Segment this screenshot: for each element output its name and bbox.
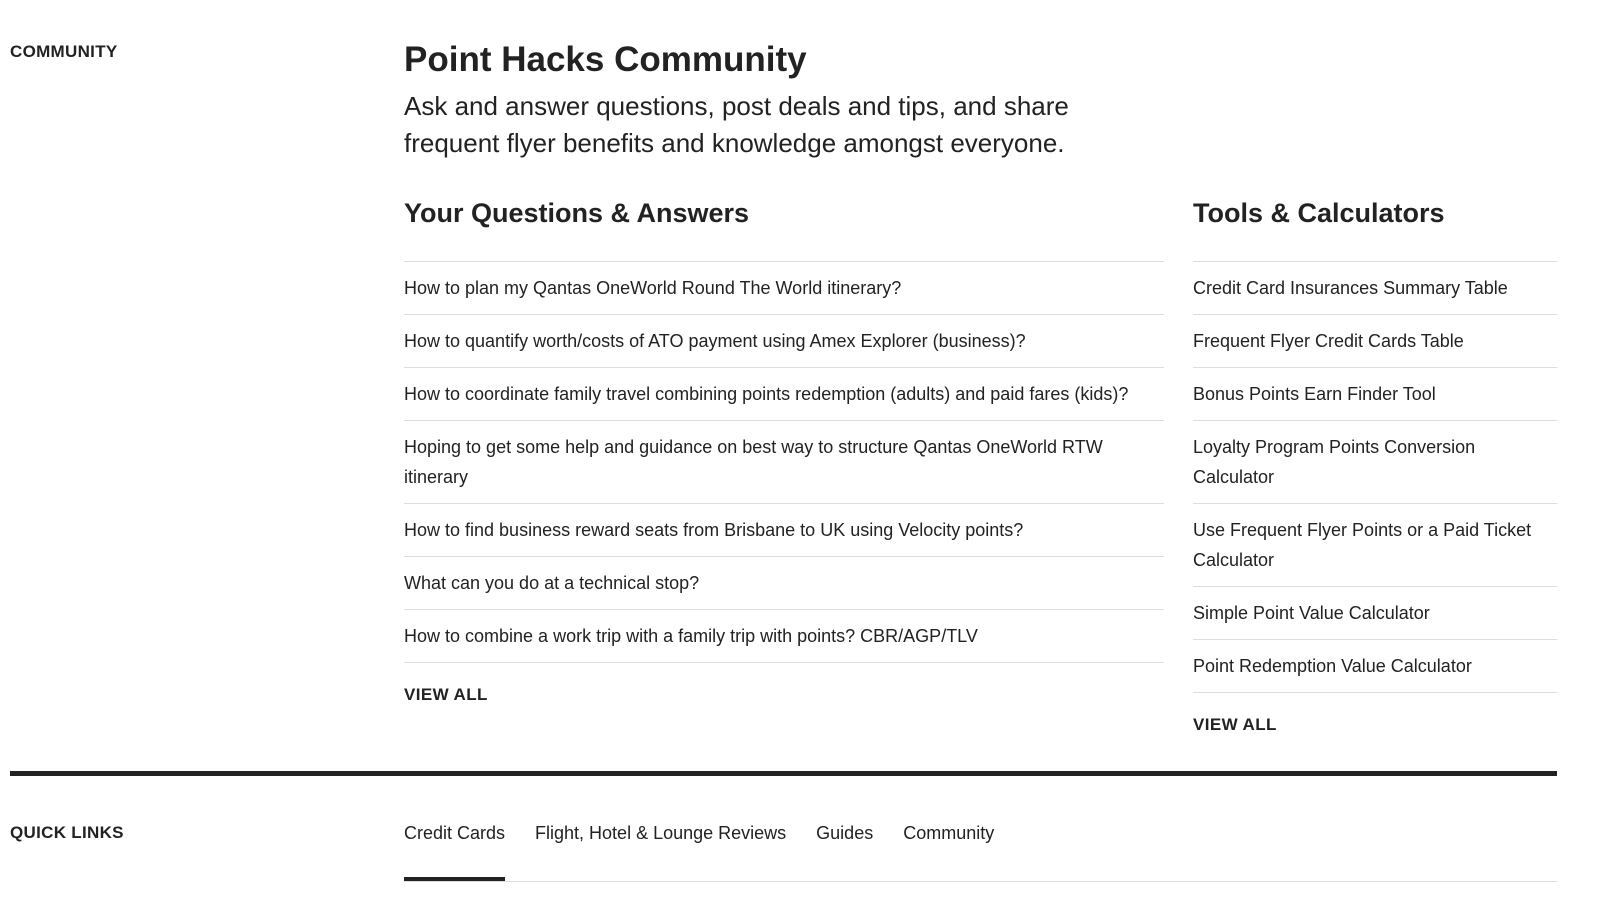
question-link[interactable]: How to quantify worth/costs of ATO payment using Amex Explorer (business)?: [404, 315, 1164, 368]
questions-view-all-link[interactable]: VIEW ALL: [404, 685, 488, 704]
tool-link[interactable]: Loyalty Program Points Conversion Calculator: [1193, 421, 1557, 504]
question-link[interactable]: How to find business reward seats from Brisbane to UK using Velocity points?: [404, 504, 1164, 557]
quick-links-tabs: [404, 819, 1557, 882]
quick-links-label: QUICK LINKS: [10, 823, 124, 842]
page-title: Point Hacks Community: [404, 40, 807, 79]
tool-link[interactable]: Use Frequent Flyer Points or a Paid Ticket Calculator: [1193, 504, 1557, 587]
tab-reviews[interactable]: Flight, Hotel & Lounge Reviews: [535, 823, 787, 843]
questions-list: [404, 262, 1164, 663]
tab-credit-cards[interactable]: Credit Cards: [404, 819, 505, 880]
questions-heading: Your Questions & Answers: [404, 195, 1164, 262]
tools-column: [1193, 195, 1557, 735]
question-link[interactable]: What can you do at a technical stop?: [404, 557, 1164, 610]
tools-list: [1193, 262, 1557, 693]
tools-view-all-link[interactable]: VIEW ALL: [1193, 715, 1277, 734]
tools-heading: Tools & Calculators: [1193, 195, 1557, 262]
tab-guides[interactable]: Guides: [816, 823, 874, 843]
question-link[interactable]: How to plan my Qantas OneWorld Round The World itinerary?: [404, 262, 1164, 315]
tool-link[interactable]: Point Redemption Value Calculator: [1193, 640, 1557, 693]
tool-link[interactable]: Frequent Flyer Credit Cards Table: [1193, 315, 1557, 368]
community-intro: [404, 36, 1204, 162]
section-divider: [10, 771, 1557, 776]
tab-community[interactable]: Community: [903, 823, 995, 843]
question-link[interactable]: How to coordinate family travel combining points redemption (adults) and paid fares (kids)?: [404, 368, 1164, 421]
tool-link[interactable]: Bonus Points Earn Finder Tool: [1193, 368, 1557, 421]
community-section-label: COMMUNITY: [10, 42, 118, 61]
question-link[interactable]: Hoping to get some help and guidance on best way to structure Qantas OneWorld RTW itinerary: [404, 421, 1164, 504]
tool-link[interactable]: Simple Point Value Calculator: [1193, 587, 1557, 640]
tool-link[interactable]: Credit Card Insurances Summary Table: [1193, 262, 1557, 315]
question-link[interactable]: How to combine a work trip with a family trip with points? CBR/AGP/TLV: [404, 610, 1164, 663]
questions-column: [404, 195, 1164, 705]
community-description: Ask and answer questions, post deals and tips, and share frequent flyer benefits and knowledge amongst everyone.: [404, 91, 1069, 158]
